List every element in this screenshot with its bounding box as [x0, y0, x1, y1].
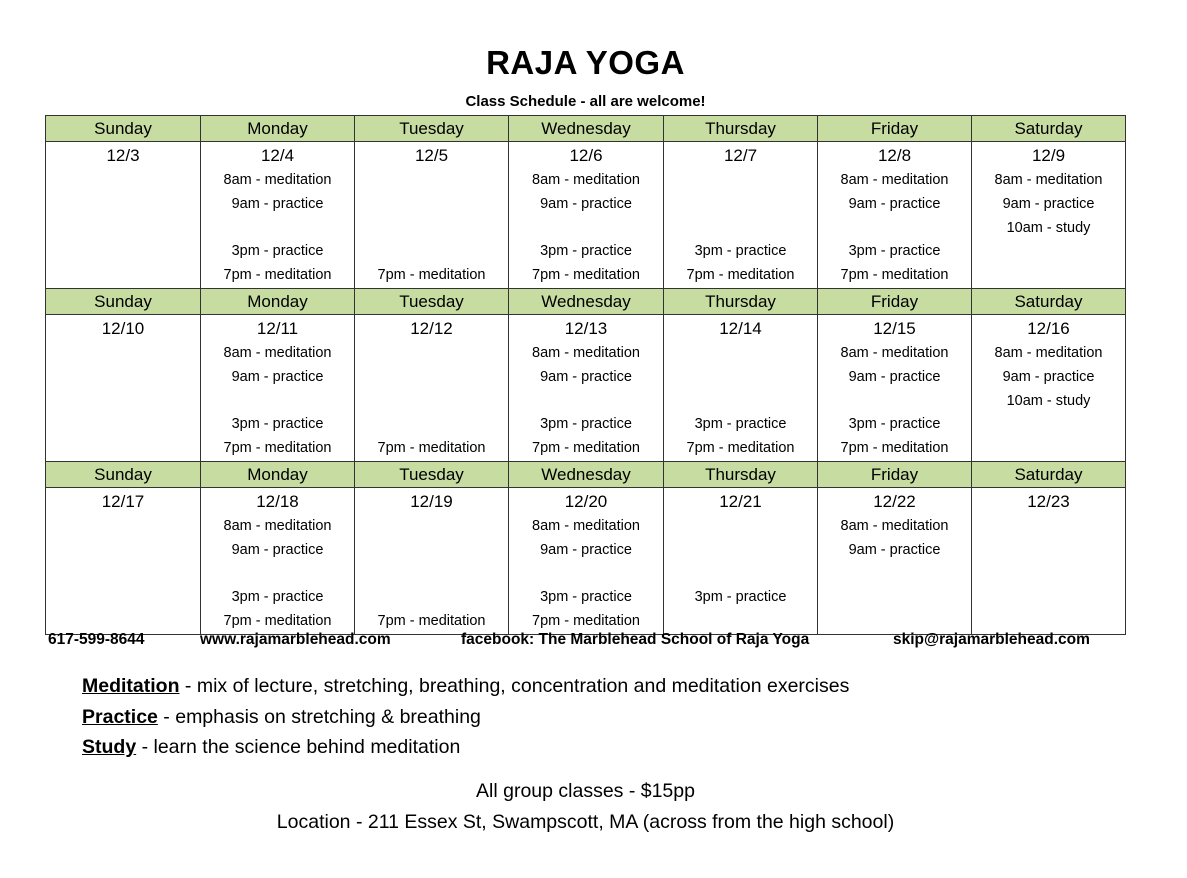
legend-description: - learn the science behind meditation [136, 736, 461, 758]
class-slot [355, 413, 508, 437]
class-slot [46, 413, 200, 437]
location-note: Location - 211 Essex St, Swampscott, MA (across from the high school) [276, 811, 895, 833]
class-slot: 8am - meditation [532, 344, 640, 361]
day-cell [664, 487, 818, 634]
price-note: All group classes - $15pp [476, 780, 695, 802]
day-header-monday: Monday [201, 461, 355, 487]
class-slot [664, 193, 817, 217]
class-slot: 8am - meditation [223, 517, 332, 534]
class-slot [818, 390, 971, 414]
class-slot: 8am - meditation [223, 344, 332, 361]
class-slot: 7pm - meditation [532, 440, 640, 457]
class-slot: 3pm - practice [848, 243, 941, 260]
class-slot: 7pm - meditation [840, 267, 949, 284]
page-subtitle: Class Schedule - all are welcome! [465, 93, 706, 110]
day-cell [355, 142, 509, 289]
week-row [46, 487, 1126, 634]
day-date: 12/18 [256, 491, 299, 511]
day-cell [509, 487, 664, 634]
day-header-wednesday: Wednesday [509, 116, 664, 142]
day-cell [509, 142, 664, 289]
class-slot: 8am - meditation [994, 344, 1103, 361]
day-header-tuesday: Tuesday [355, 116, 509, 142]
day-cell [818, 142, 972, 289]
day-header-thursday: Thursday [664, 288, 818, 314]
class-slot [46, 217, 200, 241]
day-header-friday: Friday [818, 288, 972, 314]
class-slot [46, 539, 200, 563]
class-slot: 7pm - meditation [686, 267, 795, 284]
class-slot [355, 390, 508, 414]
day-cell [46, 142, 201, 289]
day-header-wednesday: Wednesday [509, 461, 664, 487]
class-slot [46, 586, 200, 610]
class-slot [664, 366, 817, 390]
week-row [46, 142, 1126, 289]
class-slot [818, 217, 971, 241]
day-date: 12/6 [569, 146, 603, 165]
class-slot: 3pm - practice [540, 416, 632, 433]
class-slot: 3pm - practice [694, 243, 787, 260]
contact-phone: 617-599-8644 [48, 631, 145, 648]
legend-item-practice [82, 703, 849, 734]
class-slot [664, 342, 817, 366]
class-slot [46, 240, 200, 264]
class-slot: 7pm - meditation [840, 440, 949, 457]
class-slot [46, 366, 200, 390]
class-slot: 3pm - practice [694, 589, 787, 606]
day-date: 12/15 [873, 318, 916, 338]
day-header-thursday: Thursday [664, 116, 818, 142]
class-slot [972, 413, 1125, 437]
class-slot [972, 586, 1125, 610]
class-slot: 3pm - practice [694, 416, 787, 433]
class-slot: 9am - practice [231, 541, 324, 558]
day-date: 12/19 [410, 491, 453, 511]
day-date: 12/7 [723, 146, 758, 165]
day-header-tuesday: Tuesday [355, 461, 509, 487]
class-slot: 9am - practice [1002, 195, 1095, 212]
class-slot [46, 264, 200, 288]
class-slot [509, 563, 663, 587]
class-slot: 9am - practice [848, 195, 941, 212]
class-slot: 9am - practice [540, 541, 632, 558]
class-slot: 10am - study [1006, 219, 1091, 236]
contact-bar [0, 631, 1187, 653]
class-slot [355, 563, 508, 587]
class-slot [818, 586, 971, 610]
day-header-friday: Friday [818, 461, 972, 487]
contact-email[interactable]: skip@rajamarblehead.com [893, 631, 1090, 648]
legend-item-study [82, 733, 849, 764]
class-slot: 9am - practice [231, 195, 324, 212]
class-slot [201, 563, 354, 587]
class-slot: 3pm - practice [231, 589, 324, 606]
class-slot [664, 539, 817, 563]
schedule-table [45, 115, 1126, 635]
day-header-saturday: Saturday [972, 116, 1126, 142]
day-date: 12/20 [564, 491, 608, 511]
day-header-monday: Monday [201, 288, 355, 314]
class-slot [664, 515, 817, 539]
day-date: 12/4 [260, 146, 295, 165]
day-date: 12/14 [719, 318, 762, 338]
class-slot [972, 264, 1125, 288]
day-cell [664, 314, 818, 461]
legend-term: Study [82, 736, 137, 758]
class-slot [355, 193, 508, 217]
class-slot [46, 169, 200, 193]
class-slot: 7pm - meditation [532, 613, 640, 630]
class-slot: 7pm - meditation [377, 613, 486, 630]
day-cell [818, 487, 972, 634]
class-slot [664, 563, 817, 587]
day-date: 12/5 [414, 146, 449, 165]
legend-item-meditation [82, 672, 849, 703]
class-slot [201, 217, 354, 241]
class-slot [972, 240, 1125, 264]
class-slot: 3pm - practice [231, 243, 324, 260]
class-slot [355, 586, 508, 610]
day-date: 12/3 [106, 146, 140, 165]
day-cell [972, 314, 1126, 461]
class-slot [201, 390, 354, 414]
day-cell [201, 314, 355, 461]
day-date: 12/12 [410, 318, 453, 338]
class-slot: 7pm - meditation [377, 267, 486, 284]
class-slot: 3pm - practice [540, 589, 632, 606]
day-header-row [46, 116, 1126, 142]
day-date: 12/23 [1027, 491, 1070, 511]
class-slot [972, 539, 1125, 563]
day-header-saturday: Saturday [972, 288, 1126, 314]
week-row [46, 314, 1126, 461]
class-slot: 3pm - practice [231, 416, 324, 433]
legend [82, 672, 849, 764]
day-date: 12/13 [564, 318, 608, 338]
day-date: 12/8 [877, 146, 912, 165]
class-slot [972, 515, 1125, 539]
class-slot: 9am - practice [848, 368, 941, 385]
class-slot [355, 515, 508, 539]
class-slot: 9am - practice [231, 368, 324, 385]
contact-facebook[interactable]: facebook: The Marblehead School of Raja Yoga [461, 631, 810, 648]
class-slot [355, 366, 508, 390]
day-cell [355, 487, 509, 634]
day-cell [818, 314, 972, 461]
day-header-tuesday: Tuesday [355, 288, 509, 314]
class-slot: 3pm - practice [848, 416, 941, 433]
class-slot: 8am - meditation [840, 344, 949, 361]
day-cell [355, 314, 509, 461]
class-slot: 8am - meditation [532, 172, 640, 188]
class-slot [355, 169, 508, 193]
day-cell [509, 314, 664, 461]
day-header-sunday: Sunday [46, 288, 201, 314]
day-cell [972, 487, 1126, 634]
day-date: 12/11 [256, 318, 299, 338]
class-slot [509, 390, 663, 414]
class-slot [972, 563, 1125, 587]
day-header-row [46, 461, 1126, 487]
class-slot: 10am - study [1006, 392, 1091, 409]
day-header-friday: Friday [818, 116, 972, 142]
class-slot [664, 169, 817, 193]
class-slot: 7pm - meditation [532, 267, 640, 284]
class-slot: 9am - practice [1002, 368, 1095, 385]
class-slot [509, 217, 663, 241]
day-date: 12/10 [101, 318, 145, 338]
class-slot [818, 563, 971, 587]
class-slot [46, 563, 200, 587]
day-header-sunday: Sunday [46, 116, 201, 142]
day-cell [201, 142, 355, 289]
day-date: 12/21 [719, 491, 762, 511]
contact-website[interactable]: www.rajamarblehead.com [200, 631, 391, 648]
day-cell [46, 487, 201, 634]
class-slot: 8am - meditation [532, 517, 640, 534]
day-cell [201, 487, 355, 634]
page-title: RAJA YOGA [486, 44, 685, 81]
class-slot: 8am - meditation [840, 172, 949, 188]
class-slot: 7pm - meditation [223, 440, 332, 457]
day-header-thursday: Thursday [664, 461, 818, 487]
class-slot [664, 390, 817, 414]
class-slot [972, 437, 1125, 461]
class-slot [46, 193, 200, 217]
day-header-wednesday: Wednesday [509, 288, 664, 314]
day-date: 12/16 [1027, 318, 1070, 338]
class-slot [46, 437, 200, 461]
legend-term: Meditation [82, 675, 180, 697]
class-slot: 3pm - practice [540, 243, 632, 260]
class-slot: 8am - meditation [994, 172, 1103, 188]
day-header-saturday: Saturday [972, 461, 1126, 487]
class-slot: 7pm - meditation [223, 613, 332, 630]
day-header-row [46, 288, 1126, 314]
class-slot: 8am - meditation [840, 517, 949, 534]
legend-description: - emphasis on stretching & breathing [157, 705, 481, 728]
class-slot: 7pm - meditation [377, 440, 486, 457]
day-date: 12/17 [101, 491, 145, 511]
day-date: 12/22 [873, 491, 916, 511]
class-slot [46, 515, 200, 539]
class-slot: 9am - practice [540, 195, 632, 212]
day-header-sunday: Sunday [46, 461, 201, 487]
class-slot [46, 390, 200, 414]
legend-description: - mix of lecture, stretching, breathing, concentration and meditation exercises [179, 675, 850, 697]
day-date: 12/9 [1031, 146, 1066, 165]
day-cell [972, 142, 1126, 289]
class-slot [355, 342, 508, 366]
legend-term: Practice [82, 705, 158, 728]
class-slot [355, 240, 508, 264]
class-slot [46, 342, 200, 366]
class-slot [355, 539, 508, 563]
day-cell [46, 314, 201, 461]
day-cell [664, 142, 818, 289]
class-slot: 7pm - meditation [223, 267, 332, 284]
class-slot: 7pm - meditation [686, 440, 795, 457]
class-slot [664, 217, 817, 241]
class-slot: 8am - meditation [223, 172, 332, 188]
day-header-monday: Monday [201, 116, 355, 142]
class-slot: 9am - practice [848, 541, 941, 558]
class-slot: 9am - practice [540, 368, 632, 385]
class-slot [355, 217, 508, 241]
